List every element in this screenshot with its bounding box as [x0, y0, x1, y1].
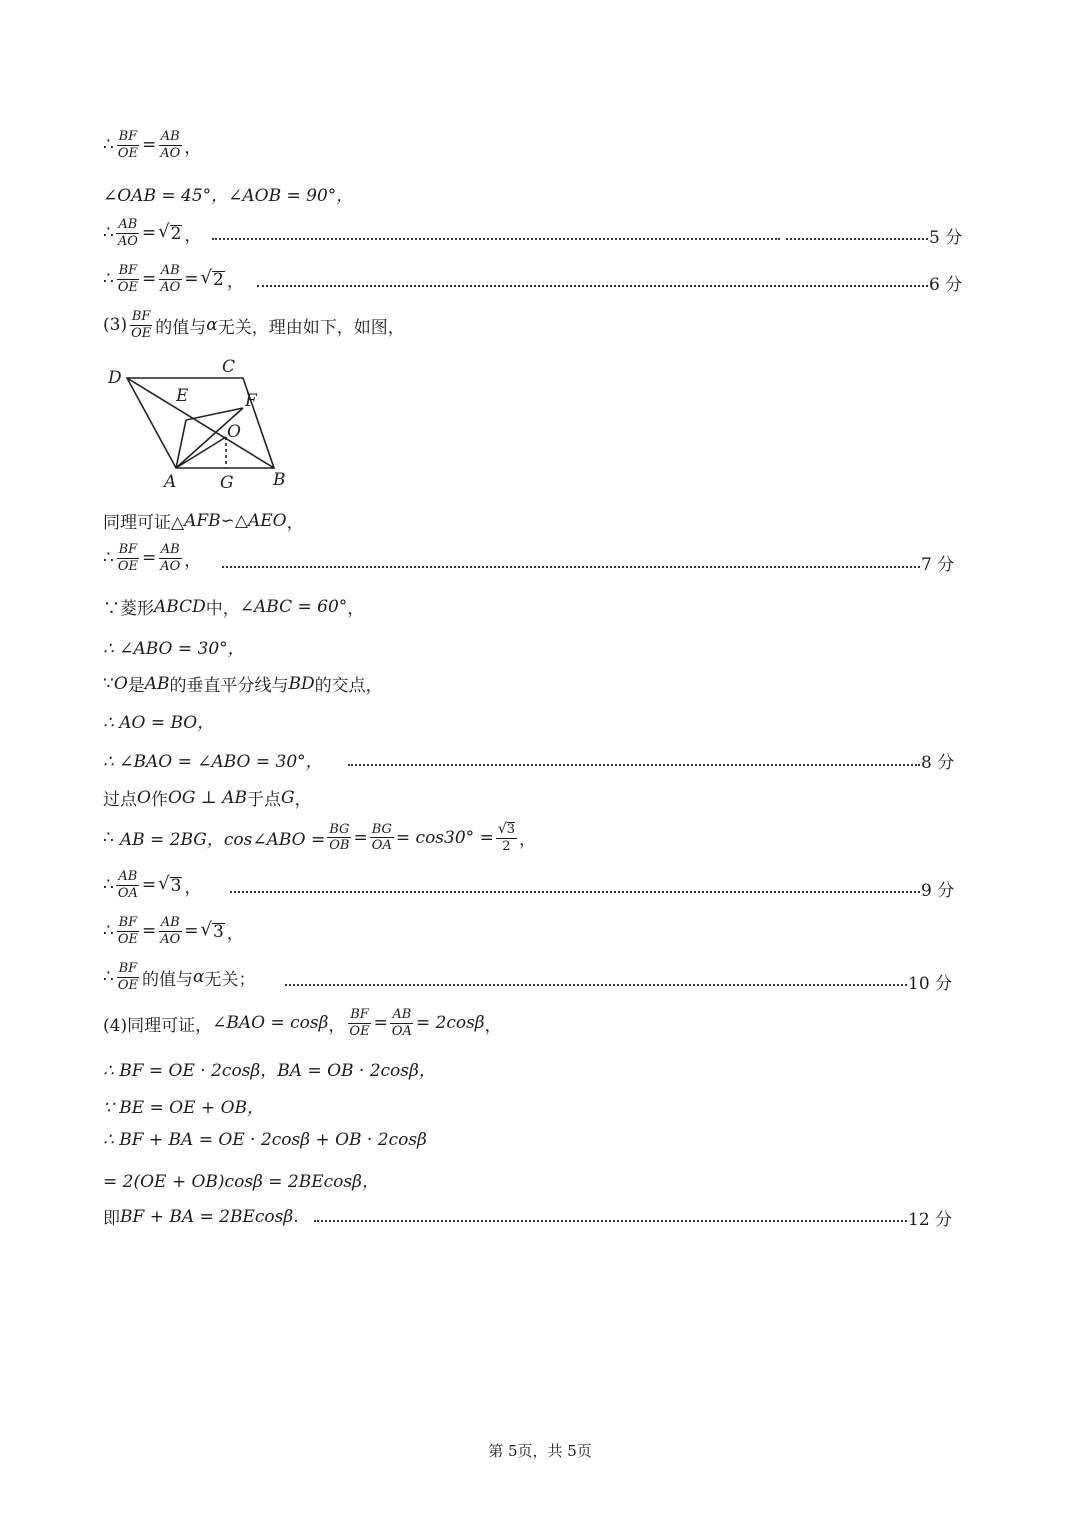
leader-dots [222, 566, 920, 568]
label-c: C [222, 357, 236, 377]
leader-dots [285, 984, 907, 986]
solution-line-8: ∵菱形 ABCD 中， ∠ABC = 60° ， [103, 596, 365, 619]
solution-line-3: ∴ $\frac{AB}{AO}$ = √ 2 ， [103, 217, 202, 249]
solution-line-14: ∴ AB = 2BG，cos∠ABO = $\frac{BG}{OB}$ = $\frac{BG}{OA}$ = cos30° = √ 3 2 ， [103, 821, 537, 854]
solution-line-22: = 2(OE + OB)cosβ = 2BEcosβ， [103, 1172, 379, 1192]
solution-line-9: ∴ ∠ABO = 30°， [103, 639, 245, 659]
label-a: A [164, 472, 177, 492]
fraction: $\frac{AB}{AO}$ [117, 217, 138, 249]
score-label: 6 分 [929, 275, 963, 295]
solution-line-6: 同理可证△ AFB ∽△ AEO ， [103, 510, 304, 533]
label-o: O [227, 422, 241, 442]
solution-line-18: (4)同理可证， ∠BAO = cosβ ， $\frac{BF}{OE}$ = $\frac{AB}{OA}$ = 2cosβ ， [103, 1007, 502, 1039]
segment-ao [176, 437, 226, 468]
segment-ef [186, 408, 243, 420]
solution-line-4: ∴ $\frac{BF}{OE}$ = $\frac{AB}{AO}$ = √ 2 ， [103, 263, 244, 295]
fraction: $\frac{AB}{AO}$ [160, 129, 181, 161]
leader-dots [348, 764, 920, 766]
solution-line-12: ∴ ∠BAO = ∠ABO = 30°， [103, 752, 323, 772]
solution-line-23: 即 BF + BA = 2BEcosβ . [103, 1206, 299, 1229]
leader-dots [314, 1220, 907, 1222]
solution-line-2: ∠OAB = 45°，∠AOB = 90°， [103, 186, 354, 206]
label-e: E [176, 386, 189, 406]
solution-line-20: ∵ BE = OE + OB， [103, 1098, 265, 1118]
page-footer: 第 5页，共 5页 [488, 1442, 592, 1460]
fraction: $\frac{BF}{OE}$ [117, 129, 138, 161]
solution-line-13: 过点 O 作 OG ⊥ AB 于点 G ， [103, 787, 312, 810]
score-label: 5 分 [929, 228, 963, 248]
score-label: 10 分 [908, 974, 953, 994]
square-root: √ 2 [158, 220, 182, 244]
leader-dots [257, 285, 928, 287]
therefore-symbol: ∴ [103, 135, 114, 156]
solution-line-19: ∴ BF = OE · 2cosβ，BA = OB · 2cosβ， [103, 1061, 436, 1081]
leader-dots [212, 238, 780, 240]
solution-line-17: ∴ $\frac{BF}{OE}$ 的值与 α 无关； [103, 961, 256, 993]
score-label: 12 分 [908, 1210, 953, 1230]
solution-line-15: ∴ $\frac{AB}{OA}$ = √ 3 ， [103, 869, 202, 901]
label-d: D [108, 368, 122, 388]
rhombus-figure [100, 352, 300, 497]
leader-dots [786, 238, 928, 240]
score-label: 9 分 [921, 881, 955, 901]
solution-line-7: ∴ $\frac{BF}{OE}$ = $\frac{AB}{AO}$ ， [103, 542, 202, 574]
label-b: B [273, 470, 286, 490]
score-label: 7 分 [921, 555, 955, 575]
fraction: √ 3 2 [497, 821, 516, 854]
solution-line-1: ∴ $\frac{BF}{OE}$ = $\frac{AB}{AO}$ ， [103, 129, 202, 161]
label-f: F [245, 391, 257, 411]
solution-line-5: (3) $\frac{BF}{OE}$ 的值与 α 无关，理由如下，如图， [103, 309, 405, 341]
score-label: 8 分 [921, 753, 955, 773]
solution-line-16: ∴ $\frac{BF}{OE}$ = $\frac{AB}{AO}$ = √ 3 ， [103, 915, 244, 947]
solution-line-10: ∵ O 是 AB 的垂直平分线与 BD 的交点， [103, 673, 383, 696]
label-g: G [220, 473, 234, 493]
solution-line-21: ∴ BF + BA = OE · 2cosβ + OB · 2cosβ [103, 1130, 427, 1150]
leader-dots [230, 891, 920, 893]
solution-line-11: ∴ AO = BO， [103, 713, 215, 733]
